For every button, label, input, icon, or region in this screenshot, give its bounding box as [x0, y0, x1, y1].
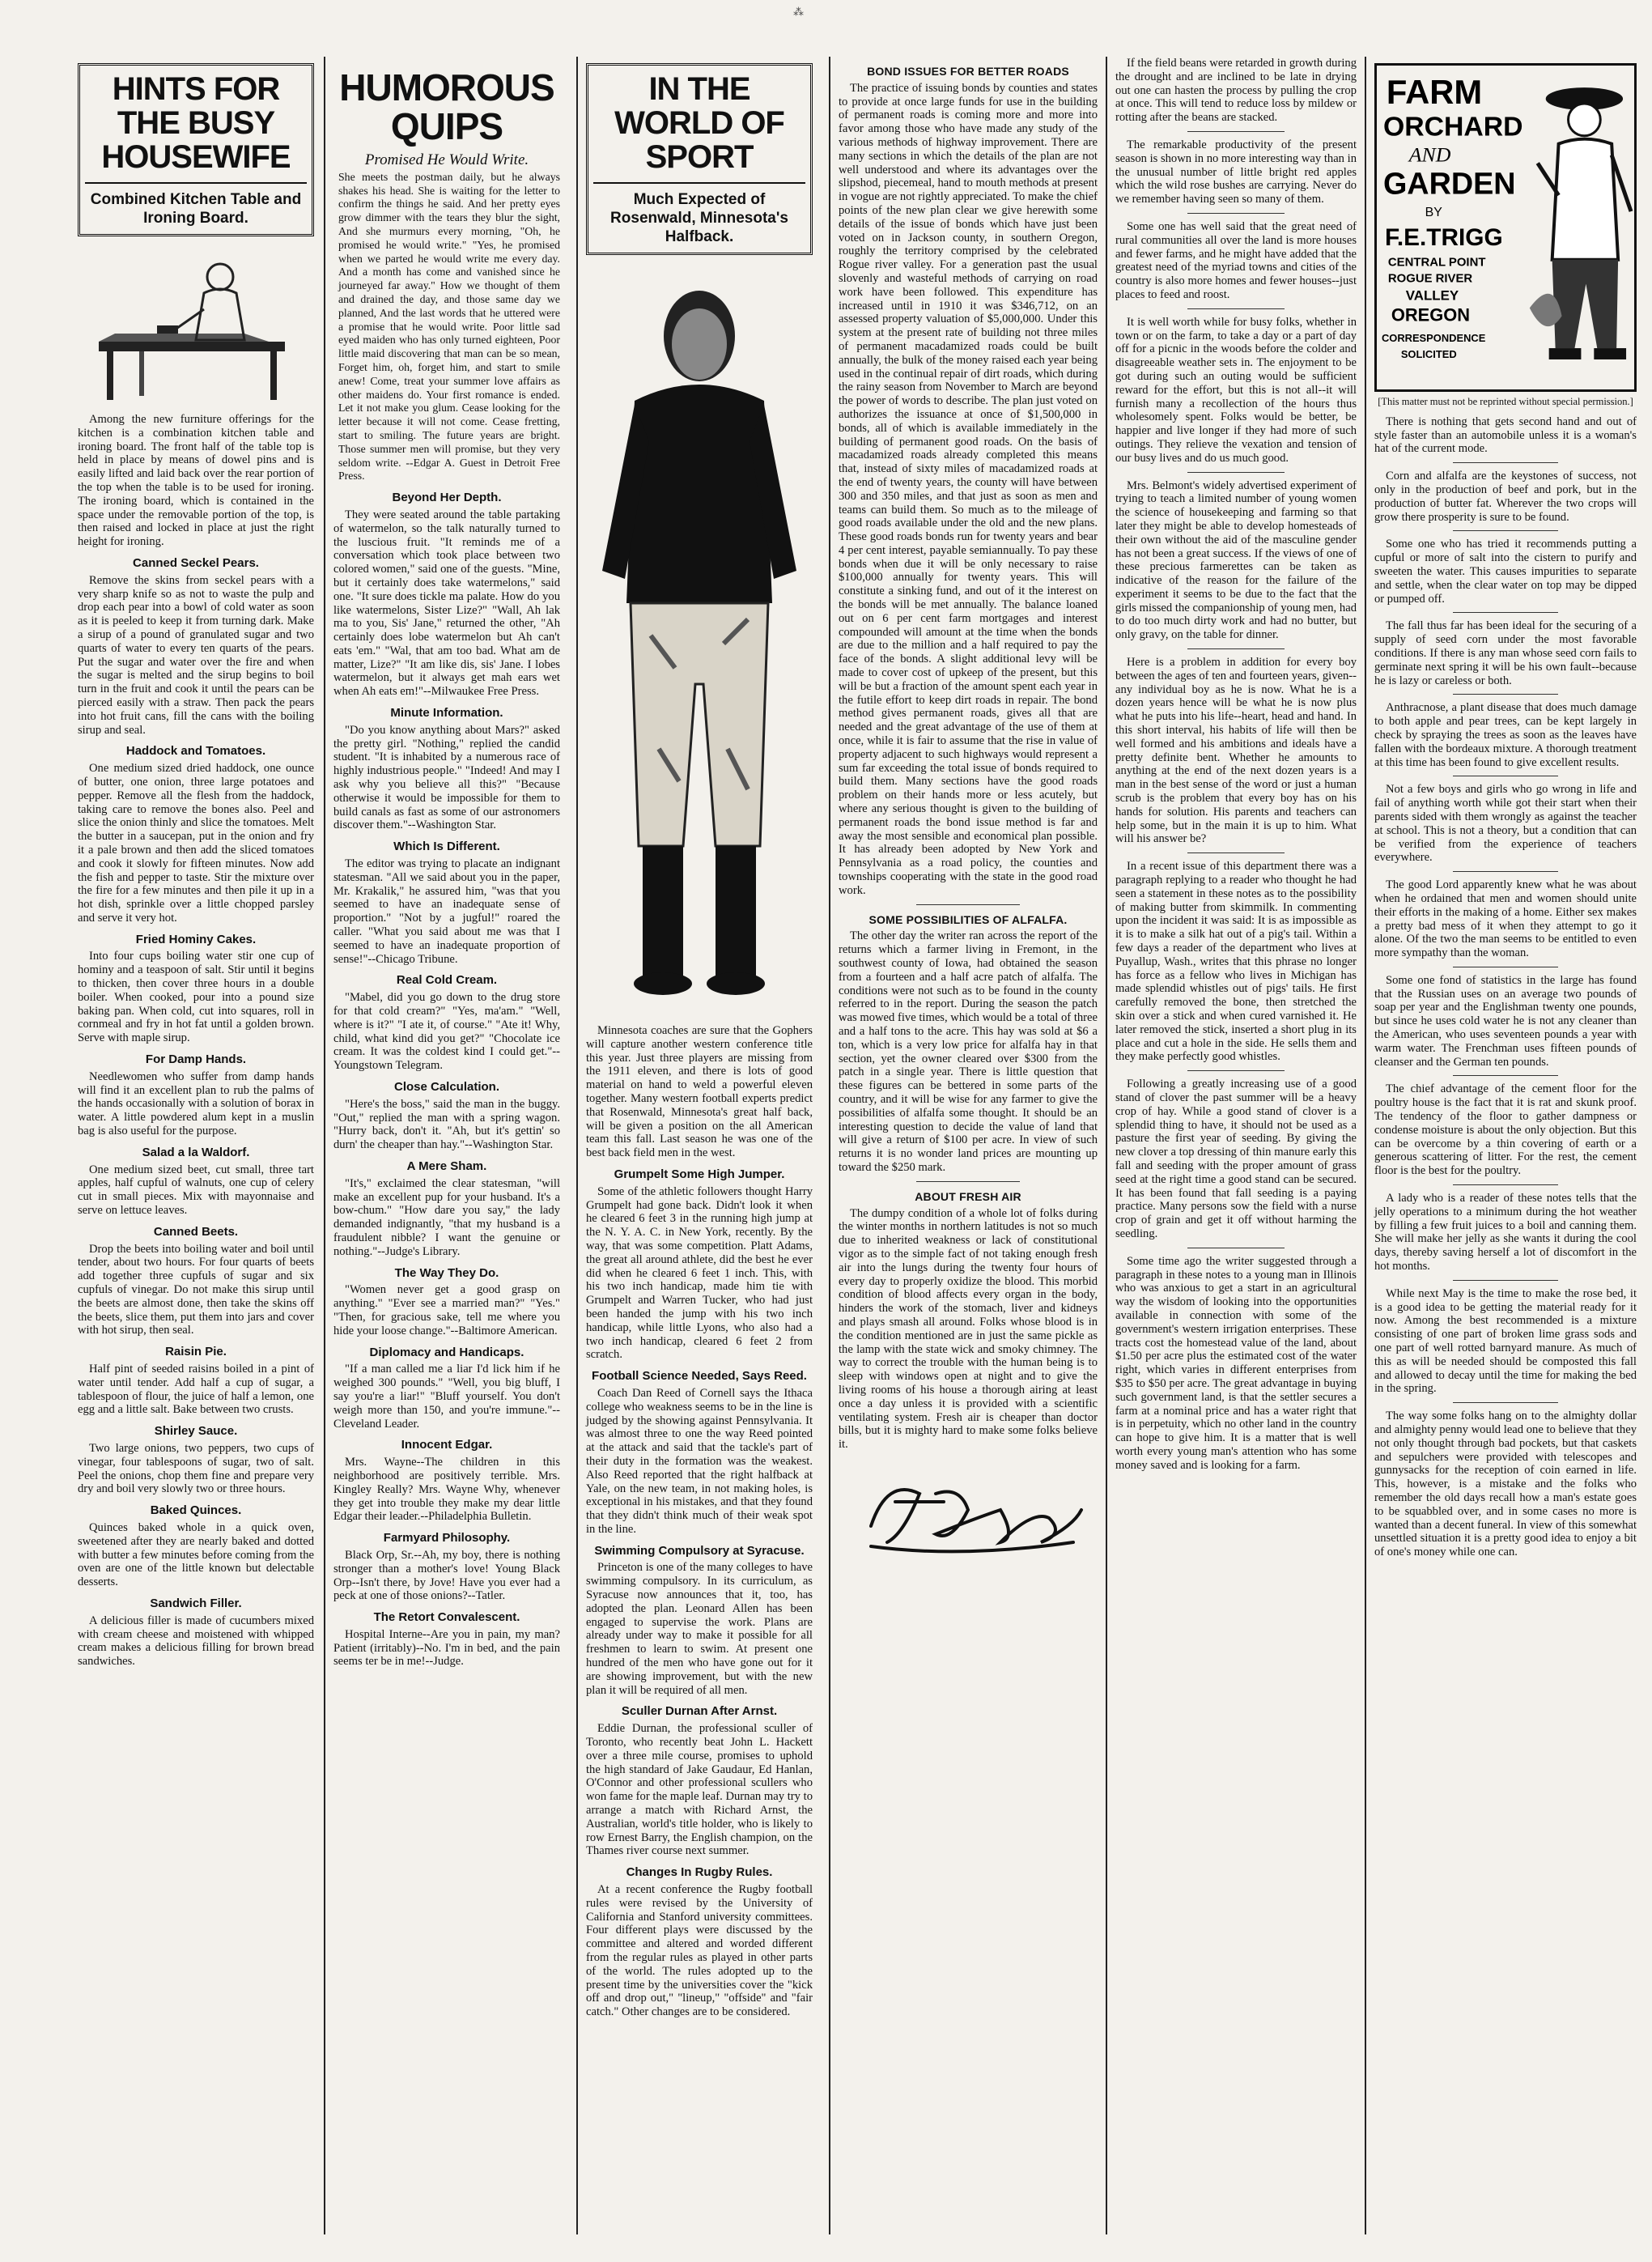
quips-title: HUMOROUS QUIPS: [339, 66, 554, 147]
seckel-text: Remove the skins from seckel pears with a very sharp knife so as not to waste the pulp and drop each pear into a bowl of cold water as soon as it is peeled to keep it from turning dark. Make a sirup of a pound of granulated sugar and two quarts of water to every ten quarts of the pears. Put the sugar and water over the fire and when the sugar is melted and the sirup begins to boil turn in the fruit and cook it until the pears can be pierced easily with a straw. Then pack the pears into hot fruit cans, fill the cans with the boiling sirup and seal.: [78, 573, 314, 737]
divider: [1187, 472, 1284, 473]
bond-heading: BOND ISSUES FOR BETTER ROADS: [867, 65, 1069, 78]
note-dollar: The way some folks hang on to the almighty dollar and almighty penny would lead one to believe that they not only thought through bad pockets, but that caskets and sepulchers were provided with telescopes and gunnysacks for the reception of coin earned in life. This, however, is a mistake and the folks who remember the old days recall how a man's estate goes to be squabbled over, and in some cases no more is wanted than a decent funeral. In view of this somewhat unsettled situation it is a pretty good idea to enjoy a bit of one's money while one can.: [1374, 1409, 1637, 1559]
note-home: The good Lord apparently knew what he was about when he ordained that men and women should unite their efforts in the making of a home. Either sex makes a pretty bad mess of it when they attempt to go it alone. Of the two the man seems to be entitled to even more sympathy than the woman.: [1374, 878, 1637, 960]
divider: [1453, 1402, 1558, 1403]
farmer-illustration: [1377, 66, 1634, 389]
ironing-table-illustration: [78, 244, 314, 406]
housewife-masthead: [78, 63, 314, 236]
beyond-text: They were seated around the table partaking of watermelon, so the talk naturally turned to the luscious fruit. "It reminds me of a conversation which took place between two colored women," said one of the guests. "Mine, but it certainly does take watermelons," said one. "It sure does tickle ma palate. How do you like watermelons, Sister Lize?" "Wall, Ah lak ma to you, Sis' Jane," returned the other, "Ah certainly does lobe watermelon but Ah can't eats 'em." "Wal, that am too bad. What am de matter, Lize?" "It am like dis, sis' Jane. I lobes watermelon, but it always get mah ears wet when Ah eats em!"--Milwaukee Free Press.: [333, 508, 560, 699]
mast-place-1: CENTRAL POINT: [1387, 256, 1486, 270]
note-seed-corn: The fall thus far has been ideal for the securing of a supply of seed corn under the most favorable conditions. If there is any man whose seed corn fails to germinate next spring it will be his own fault--because he is lazy or careless or both.: [1374, 619, 1637, 687]
note-beans: If the field beans were retarded in growth during the drought and are inclined to be late in drying out one can hasten the process by pulling the crop at once. This will tend to reduce loss by mildew or rotting after the beans are stacked.: [1115, 57, 1357, 125]
cold-cream-heading: Real Cold Cream.: [396, 973, 498, 988]
note-boys-girls: Not a few boys and girls who go wrong in life and fail of anything worth while got their start when their parents sided with them wrongly as against the teacher at school. This is not a theory, but a condition that can be verified from the experience of teachers everywhere.: [1374, 783, 1637, 865]
science-text: Coach Dan Reed of Cornell says the Ithaca college who weakness seems to be in the line is judged by the showing against Pennsylvania. It was almost three to one the way Reed pointed at the attack and said that the tackle's part of their duty in the formation was the weakest. Also Reed reported that the right halfback at Yale, on the new team, in not making holes, is exceptional in his mistakes, and that they found that they didn't think much of their weak spot in the line.: [586, 1386, 813, 1536]
mast-place-2: ROGUE RIVER: [1387, 272, 1473, 286]
beets-heading: Canned Beets.: [153, 1224, 239, 1239]
diplomacy-text: "If a man called me a liar I'd lick him if he weighed 300 pounds." "Well, you big bluff, I say you're a liar!" "Bluff yourself. You don't weigh more than 150, and you're immune."--Cleveland Leader.: [333, 1363, 560, 1431]
quinces-heading: Baked Quinces.: [150, 1503, 242, 1518]
haddock-heading: Haddock and Tomatoes.: [125, 744, 266, 759]
column-sport: [576, 57, 821, 2234]
divider: [1453, 1075, 1558, 1076]
column-farm-orchard-garden: [1365, 57, 1645, 2234]
damp-hands-text: Needlewomen who suffer from damp hands will find it an excellent plan to rub the palms of the hands occasionally with a solution of borax in water. A little powdered alum kept in a muslin bag is also useful for the purpose.: [78, 1069, 314, 1138]
swimming-heading: Swimming Compulsory at Syracuse.: [594, 1543, 805, 1558]
divider: [1453, 1280, 1558, 1281]
note-picnic: It is well worth while for busy folks, whether in town or on the farm, to take a day or a part of day off for a picnic in the woods before the colder and disagreeable weather sets in. The enjoyment to be got during such an outing would be sufficient reward for the effort, but this is not all--it will furnish many a recollection of the hours thus wholesomely spent. Folks would be better, be happier and live longer if they had more of such outings. They relieve the vexation and tension of our busy lives and do us much good.: [1115, 315, 1357, 465]
hominy-heading: Fried Hominy Cakes.: [135, 932, 257, 946]
housewife-subtitle: Combined Kitchen Table and Ironing Board.: [85, 182, 307, 227]
note-soap: Some one fond of statistics in the large has found that the Russian uses on an average two pounds of soap per year and the Englishman twenty one pounds, but since he uses cold water he is not any cleaner than the American, who uses seventeen pounds a year with warm water. The Frenchman uses fifteen pounds of cleanser and the German ten pounds.: [1374, 973, 1637, 1069]
farmyard-heading: Farmyard Philosophy.: [383, 1531, 511, 1546]
retort-heading: The Retort Convalescent.: [373, 1610, 520, 1625]
mast-line-garden: GARDEN: [1382, 167, 1516, 202]
note-homes: Some one has well said that the great need of rural communities all over the land is more houses and fewer farms, and he might have added that the greatest need of the myriad towns and cities of the country is also more homes and fewer houses--just places to feed and roost.: [1115, 219, 1357, 301]
fresh-air-heading: ABOUT FRESH AIR: [915, 1189, 1021, 1203]
header-mark: ⁂: [793, 6, 804, 19]
swimming-text: Princeton is one of the many colleges to have swimming compulsory. In its curriculum, as Syracuse now announces that it, too, has adopted the plan. Leonard Allen has been engaged to supervise the work. Plans are already under way to make it possible for all freshmen to learn to swim. At present one hundred of the men who have gone out for it are showing improvement, but with the new plan it will be required of all men.: [586, 1561, 813, 1697]
mast-correspondence: CORRESPONDENCE: [1381, 332, 1486, 345]
housewife-title: HINTS FOR THE BUSY HOUSEWIFE: [101, 71, 291, 175]
column-humorous-quips: [324, 57, 568, 2234]
mast-place-3: VALLEY: [1405, 287, 1459, 304]
signature: [839, 1461, 1098, 1558]
column-farm-notes: [1106, 57, 1365, 2234]
sandwich-heading: Sandwich Filler.: [150, 1596, 242, 1610]
which-text: The editor was trying to placate an indignant statesman. "All we said about you in the paper, Mr. Krakalik," he assured him, "was that you seemed to have an inadequate sense of proportion." "Not by a jugful!" roared the caller. "What you said about me was that I seemed to have an inadequate proportion of sense!"--Chicago Tribune.: [333, 857, 560, 966]
note-automobile: There is nothing that gets second hand and out of style faster than an automobile unless it is a woman's hat of the current mode.: [1374, 415, 1637, 456]
note-corn-alfalfa: Corn and alfalfa are the keystones of success, not only in the production of beef and pork, but in the production of butter fat. Wherever the two crops will grow there prosperity is sure to be found.: [1374, 470, 1637, 524]
divider: [1453, 612, 1558, 613]
divider: [1187, 308, 1284, 309]
hominy-text: Into four cups boiling water stir one cup of hominy and a teaspoon of salt. Stir until it begins to thicken, then cover three hours in a double boiler. When cooked, pour into a pound size baking pan. When cold, cut into squares, roll in cornmeal and fry in hot fat until a golden brown. Serve with maple sirup.: [78, 950, 314, 1045]
sculler-text: Eddie Durnan, the professional sculler of Toronto, who recently beat John L. Hackett over a three mile course, promises to uphold the high standard of Jake Gaudaur, Ed Hanlan, O'Connor and other professional scullers who won fame for the maple leaf. Durnan may try to arrange a match with Richard Arnst, the Australian, world's title holder, who is likely to row Ernest Barry, the English champion, on the Thames river course next summer.: [586, 1722, 813, 1858]
sham-heading: A Mere Sham.: [406, 1159, 487, 1173]
beyond-heading: Beyond Her Depth.: [392, 491, 502, 505]
divider: [1187, 648, 1284, 649]
quinces-text: Quinces baked whole in a quick oven, sweetened after they are nearly baked and dotted with butter a few minutes before coming from the oven are one of the little known but delectable desserts.: [78, 1520, 314, 1589]
divider: [1187, 1070, 1284, 1071]
farmyard-text: Black Orp, Sr.--Ah, my boy, there is nothing stronger than a mother's love! Young Black Orp--Isn't there, by Jove! Have you ever had a peck at one of those onions?--Tatler.: [333, 1548, 560, 1603]
waldorf-text: One medium sized beet, cut small, three tart apples, half cupful of walnuts, one cup of celery cut in small pieces. Mix with mayonnaise and serve on lettuce leaves.: [78, 1163, 314, 1218]
mast-place-4: OREGON: [1391, 304, 1471, 325]
farm-masthead: [1374, 63, 1637, 392]
divider: [1187, 131, 1284, 132]
halfback-portrait: [586, 263, 813, 1016]
bond-text: The practice of issuing bonds by counties and states to provide at once large funds for use in the building of permanent roads is coming more and more into favor among those who have made any study of the various methods of highway improvement. There are many sections in which the details of the plan are not well understood and where its advantages over the slipshod, piecemeal, hand to mouth methods at present in vogue are not rightly appreciated. To make the chief points of the new plan clear we give herewith some details of the issue of bonds which have just been voted on in Jackson county, in southern Oregon, roughly the territory comprised by the celebrated Rogue river valley. For a generation past the usual slovenly and wasteful methods of carrying on road work have been followed. This expenditure has increased until in 1910 it was $346,712, on an assessed property valuation of $5,000,000. Under this system at the present rate of building not three miles of permanent macadamized roads could be built annually, the bulk of the money raised each year being used in the continual repair of dirt roads, which during the rainy season from November to March are beyond the power of words to describe. The plan just voted on authorizes the issuance at once of $1,500,000 in bonds, all of which is available immediately in the building of permanent good roads. On the basis of macadamized roads already completed this means that, instead of sixty miles of macadamized roads at the end of twenty years, the county will have between 300 and 350 miles, and that just as soon as men and teams can build them. So much as to the mileage of good roads available under the old and the new plans. These good roads bonds run for twenty years and bear 4 per cent interest, payable semiannually. To pay these bonds when due it will be only necessary to raise $100,000 annually for twenty years. This will constitute a sinking fund, and out of it the interest on the bonds will be met annually. The balance loaned out on 6 per cent farm mortgages and interest compounded will amount at the time when the bonds are due to the million and a half required to pay the face of the bonds. A slight additional levy will be made to cover cost of upkeep of the present, but this will be but a fraction of the amount spent each year in the futile effort to keep dirt roads in repair. The bond method gives permanent roads, gives all that are needed and the great advantage of the use of them at once, while it is fair to assume that the rise in value of property adjacent to such highways would represent a sum far exceeding the total issue of bonds required to build them. Many sections have the good roads problem on their hands more or less acutely, but where any serious thought is given to the building of permanent roads the bond issue method is far and away the most sensible and economical plan possible. It has already been adopted by New York and Pennsylvania as a road policy, the counties and townships cooperating with the state in the good road work.: [839, 81, 1098, 897]
alfalfa-heading: SOME POSSIBILITIES OF ALFALFA.: [868, 912, 1068, 926]
sport-lead: Minnesota coaches are sure that the Gophers will capture another western conference title this year. Just three players are missing from the 1911 eleven, and there is lots of good material on hand to weld a powerful eleven together. Many western football experts predict that Rosenwald, Minnesota's great half back, will be given a position on the all American team this fall. Last season he was one of the best back field men in the west.: [586, 1024, 813, 1160]
shirley-text: Two large onions, two peppers, two cups of vinegar, four tablespoons of sugar, two of salt. Peel the onions, chop them fine and prepare very dry and boil very slowly two or three hours.: [78, 1441, 314, 1496]
science-heading: Football Science Needed, Says Reed.: [592, 1369, 807, 1384]
grumpelt-heading: Grumpelt Some High Jumper.: [614, 1167, 785, 1181]
note-belmont: Mrs. Belmont's widely advertised experiment of trying to teach a limited number of young women the science of housekeeping and farming so that later they might be able to develop homesteads of their own without the aid of the masculine gender has not been a great success. If the views of one of these precious farmerettes can be taken as indicative of the reason for the failure of the experiment it seems to be due to the fact that the girls missed the companionship of young men, had to do too much dirty work and had no butter, but only gravy, on the table for dinner.: [1115, 478, 1357, 642]
mast-line-orchard: ORCHARD: [1382, 111, 1523, 142]
divider: [1453, 694, 1558, 695]
column-housewife: [71, 57, 321, 2234]
divider: [1453, 530, 1558, 531]
damp-hands-heading: For Damp Hands.: [145, 1052, 247, 1067]
innocent-heading: Innocent Edgar.: [401, 1438, 493, 1452]
note-apples: The remarkable productivity of the present season is shown in no more interesting way than in the unusual number of little bright red apples which the wild rose bushes are carrying. Never do we remember having seen so many of them.: [1115, 138, 1357, 206]
raisin-heading: Raisin Pie.: [165, 1345, 227, 1359]
waldorf-heading: Salad a la Waldorf.: [142, 1145, 250, 1159]
mast-line-and: AND: [1408, 142, 1451, 167]
sport-masthead: [586, 63, 813, 255]
cold-cream-text: "Mabel, did you go down to the drug store for that cold cream?" "Yes, ma'am." "Well, where is it?" "I ate it, of course." "Ate it! Why, child, what kind did you get?" "Chocolate ice cream. It was the coldest kind I could get."--Youngstown Telegram.: [333, 991, 560, 1073]
diplomacy-heading: Diplomacy and Handicaps.: [369, 1345, 524, 1359]
raisin-text: Half pint of seeded raisins boiled in a pint of water until tender. Add half a cup of sugar, a tablespoon of flour, the juice of half a lemon, one egg and a little salt. Bake between two crusts.: [78, 1363, 314, 1417]
mast-line-farm: FARM: [1386, 72, 1483, 111]
divider: [916, 904, 1020, 905]
sport-subtitle: Much Expected of Rosenwald, Minnesota's Halfback.: [593, 182, 805, 246]
beets-text: Drop the beets into boiling water and boil until tender, about two hours. For four quarts of beets add together three cupfuls of sugar and six cupfuls of vinegar. Do not make this sirup until the beets are almost done, then take the skins off the beets, slice them, put them into jars and cover with hot sirup, then seal.: [78, 1242, 314, 1337]
divider: [1453, 462, 1558, 463]
rugby-text: At a recent conference the Rugby football rules were revised by the University of California and Stanford university committees. Four different plays were discussed by the committee and altered and worded different from the regular rules as played in other parts of the world. The rules adopted up to the present time by the universities cover the "kick off and drop out," "lineup," "offside" and "fair catch." Other changes are to be considered.: [586, 1883, 813, 2019]
sandwich-text: A delicious filler is made of cucumbers mixed with cream cheese and moistened with whipped cream makes a delicious filling for brown bread sandwiches.: [78, 1614, 314, 1669]
mast-by: BY: [1425, 206, 1442, 220]
which-heading: Which Is Different.: [393, 840, 500, 854]
minute-text: "Do you know anything about Mars?" asked the pretty girl. "Nothing," replied the candid student. "It is inhabited by a numerous race of highly industrious people." "Indeed! And may I ask why you believe all this?" "Because otherwise it would be impossible for them to build canals as fast as some of our astronomers discover them."--Washington Star.: [333, 723, 560, 832]
note-rose-bed: While next May is the time to make the rose bed, it is a good idea to be getting the material ready for it now. Among the best recommended is a mixture consisting of one part of broken lime grass sods and one part of well rotted barnyard manure. As much of this as will be needed should be composted this fall and allowed to decay until the time for making the bed in the spring.: [1374, 1286, 1637, 1396]
fresh-air-text: The dumpy condition of a whole lot of folks during the winter months in northern latitudes is not so much due to inherited weakness or lack of constitutional vigor as to the simple fact of not taking enough fresh air into the lungs during the twenty four hours of every day to properly oxidize the blood. This morbid condition of blood affects every organ in the body, hinders the work of the stomach, liver and kidneys and plays smash all around. Folks whose blood is in the condition mentioned are in just the same pickle as the lamp with the state wick and smoky chimney. The way to correct the trouble with the human being is to sleep with windows open at night and to give the living rooms of his house a thorough airing at least once a day unless it is provided with a scientific ventilating system. Fresh air is cheaper than doctor bills, but it is mighty hard to make some folks believe it.: [839, 1206, 1098, 1452]
page-top-margin: [0, 0, 1652, 57]
alfalfa-text: The other day the writer ran across the report of the returns which a farmer living in Fremont, in the southwest county of Iowa, had obtained the season from a fourteen and a half acre patch of alfalfa. The conditions were not such as to be found in the county referred to in the report. During the season the patch was mowed five times, which would be a total of three and a half tons to the acre. This hay was sold at $6 a ton, which is a very low price for alfalfa hay in that section, yet the owner cleared over $300 from the patch in a single year. There is little question that these figures can be bettered in some parts of the country, and it will be wise for any farmer to give the possibilities of alfalfa some thought. It should be an interesting question to decide the value of land that will give a return of $100 per acre. In view of such returns it is no wonder land prices are mounting up toward the $250 mark.: [839, 929, 1098, 1174]
grumpelt-text: Some of the athletic followers thought Harry Grumpelt had gone back. Didn't look it when he cleared 6 feet 3 in the running high jump at the N. Y. A. C. in New York, recently. By the way, that was some competition. Platt Adams, the great all around athlete, did the best he ever did when he cleared 6 feet 1 inch. This, with his two inch handicap, made him tie with Grumpelt and Warren Tucker, who had just been handed the jump with his two inch handicap, while little Lyons, who also had a two inch handicap, cleared 6 feet 2 from scratch.: [586, 1184, 813, 1362]
divider: [1453, 871, 1558, 872]
sculler-heading: Sculler Durnan After Arnst.: [621, 1704, 778, 1719]
note-cement-floor: The chief advantage of the cement floor for the poultry house is the fact that it is rat and skunk proof. The tendency of the floor to gather dampness or condense moisture is about the only objection. But this can be overcome by a thin covering of earth or a generous scattering of litter. For the rest, the cement floor is the best for the poultry.: [1374, 1082, 1637, 1178]
divider: [1453, 1184, 1558, 1185]
note-clover: Following a greatly increasing use of a good stand of clover the past summer will be a heavy crop of hay. While a good stand of clover is a splendid thing to have, it should not be used as a pasture the first year of seeding. By giving the new clover a top dressing of thin manure early this fall and seeding with the proper amount of grass seed at the right time a good stand can be secured. It has been found that fall seeding is a paying practice. Many persons sow the field with a nurse crop of grain and get it off without harming the seedling.: [1115, 1078, 1357, 1240]
rugby-heading: Changes In Rugby Rules.: [626, 1865, 773, 1880]
mast-author: F.E.TRIGG: [1384, 223, 1503, 251]
note-jelly: A lady who is a reader of these notes tells that the jelly operations to a minimum during the hot weather by filling a few fruit juices to a boil and canning them. She will make her jelly as she wants it during the cool days, thereby saving herself a lot of discomfort in the hot months.: [1374, 1192, 1637, 1273]
promised-verse: She meets the postman daily, but he always shakes his head. She is waiting for the letter to confirm the things he said. And her pretty eyes grow dimmer with the tears they blur the sight, And she murmurs every morning, "Oh, he promised he would write." "Yes, he promised when we parted he would write me every day. And a month has come and vanished since he journeyed far away." How we thought of them and drained the day, and those same day we planned, And the last words that he uttered were a promise that he would write. Poor little sad eyed maiden who has only turned eighteen, Poor little maid discovering that man can be so mean, Forget him, oh, forget him, and start to smile anew! Come, treat your summer love affairs as other maidens do. Your first romance is ended. Let it not make you glum. Cease looking for the letter because it will not come. Cease fretting, start to smiling. The future years are bright. Those summer men will promise, but they very seldom write. --Edgar A. Guest in Detroit Free Press.: [338, 170, 560, 483]
note-anthracnose: Anthracnose, a plant disease that does much damage to both apple and pear trees, can be kept largely in check by spraying the trees as soon as the leaves have fallen with the bordeaux mixture. A thorough treatment at this time has been found to give excellent results.: [1374, 701, 1637, 769]
retort-text: Hospital Interne--Are you in pain, my man? Patient (irritably)--No. I'm in bed, and the pain seems ter be in me!--Judge.: [333, 1627, 560, 1669]
column-roads: [829, 57, 1106, 2234]
promised-heading: Promised He Would Write.: [364, 151, 529, 168]
note-pigs-tails: In a recent issue of this department there was a paragraph replying to a reader who thought he had seen a statement in these notes as to the possibility of making butter from skimmilk. In commenting upon the incident it was said: It is as impossible as it is to make a silk hat out of a pig's tail. Within a few days a reader of the department who lives at Puyallup, Wash., writes that this phrase no longer has force as a fellow who lives in Michigan has made splendid whistles out of pigs' tails. He first carefully removed the bone, then stretched the skin over a stick and when cured varnished it. He later removed the stick, inserted a short plug in its place and cut a hole in the side. He sells them and they make perfectly good whistles.: [1115, 860, 1357, 1064]
note-cistern: Some one who has tried it recommends putting a cupful or more of salt into the cistern to purify and sweeten the water. This causes impurities to separate and settle, when the clear water on top may be dipped or pumped off.: [1374, 538, 1637, 606]
haddock-text: One medium sized dried haddock, one ounce of butter, one onion, three large potatoes and pepper. Remove all the flesh from the haddock, taking care to remove the bones also. Peel and slice the onion thinly and slice the tomatoes. Melt the butter in a saucepan, put in the onion and fry it a pale brown and then add the sliced tomatoes and cook it slowly for fifteen minutes. Now add the fish and pepper to taste. Stir the mixture over the fire for a few minutes and then pile it up in a hot dish, sprinkle over a little chopped parsley and serve it very hot.: [78, 762, 314, 925]
note-boy-problem: Here is a problem in addition for every boy between the ages of ten and fourteen years, given--any individual boy as he is now. What he is a dozen years hence will be what he is now plus what he puts into his life--heart, head and hand. In this short interval, his habits of life will then be well formed and his ambitions and ideals have a pretty definite bent. Whether he amounts to anything at the end of the next dozen years is a man in the best sense of the word or just a human scrub is the problem that every boy has on his hands for solution. His parents and teachers can help some, but in the main it is up to him. What will his answer be?: [1115, 656, 1357, 846]
sham-text: "It's," exclaimed the clear statesman, "will make an excellent pup for your husband. It's a bow-chum." "How dare you say," the lady demanded indignantly, "that my husband is a fraudulent nibble? I want the genuine or nothing."--Judge's Library.: [333, 1176, 560, 1258]
divider: [916, 1181, 1020, 1182]
reprint-notice: [This matter must not be reprinted without special permission.]: [1378, 396, 1633, 407]
innocent-text: Mrs. Wayne--The children in this neighborhood are positively terrible. Mrs. Kingley Really? Mrs. Wayne Why, whenever they get into trouble they make my dear little Edgar their leader.--Philadelphia Bulletin.: [333, 1456, 560, 1524]
seckel-heading: Canned Seckel Pears.: [133, 555, 259, 570]
note-irrigation: Some time ago the writer suggested through a paragraph in these notes to a young man in Illinois who was anxious to get a start in an agricultural way the wisdom of looking into the opportunities available in connection with some of the government's western irrigation enterprises. These tracts cost the homestead value of the land, about $1.50 per acre plus the estimated cost of the water right, which varies in different enterprises from $35 to $50 per acre. The great advantage in buying such government land, is that the settler secures a farm at a nominal price and has a water right that is in perpetuity, which no other land in the country can hope to give him. It is a matter that is well worth every young man's attention who has some money saved and is looking for a farm.: [1115, 1254, 1357, 1472]
close-heading: Close Calculation.: [393, 1080, 500, 1094]
housewife-intro: Among the new furniture offerings for the kitchen is a combination kitchen table and ironing board. The front half of the table top is held in place by means of dowel pins and is easily lifted and laid back over the rear portion of the top when the table is to be used for ironing. The ironing board, which is contained in the space under the removable portion of the top, is then raised and locked in place at just the right height for ironing.: [78, 413, 314, 549]
close-text: "Here's the boss," said the man in the buggy. "Out," replied the man with a spring wagon. "Hurry back, don't it. "Ah, but it's gettin' so durn' the cheaper than hay."--Washington Star.: [333, 1097, 560, 1152]
minute-heading: Minute Information.: [390, 706, 503, 721]
way-heading: The Way They Do.: [394, 1265, 499, 1280]
sport-title: IN THE WORLD OF SPORT: [614, 71, 784, 175]
divider: [1187, 213, 1284, 214]
shirley-heading: Shirley Sauce.: [154, 1424, 238, 1439]
mast-solicited: SOLICITED: [1400, 347, 1457, 360]
way-text: "Women never get a good grasp on anything." "Ever see a married man?" "Yes." "Then, for gracious sake, tell me where you hide your loose change."--Baltimore American.: [333, 1283, 560, 1337]
